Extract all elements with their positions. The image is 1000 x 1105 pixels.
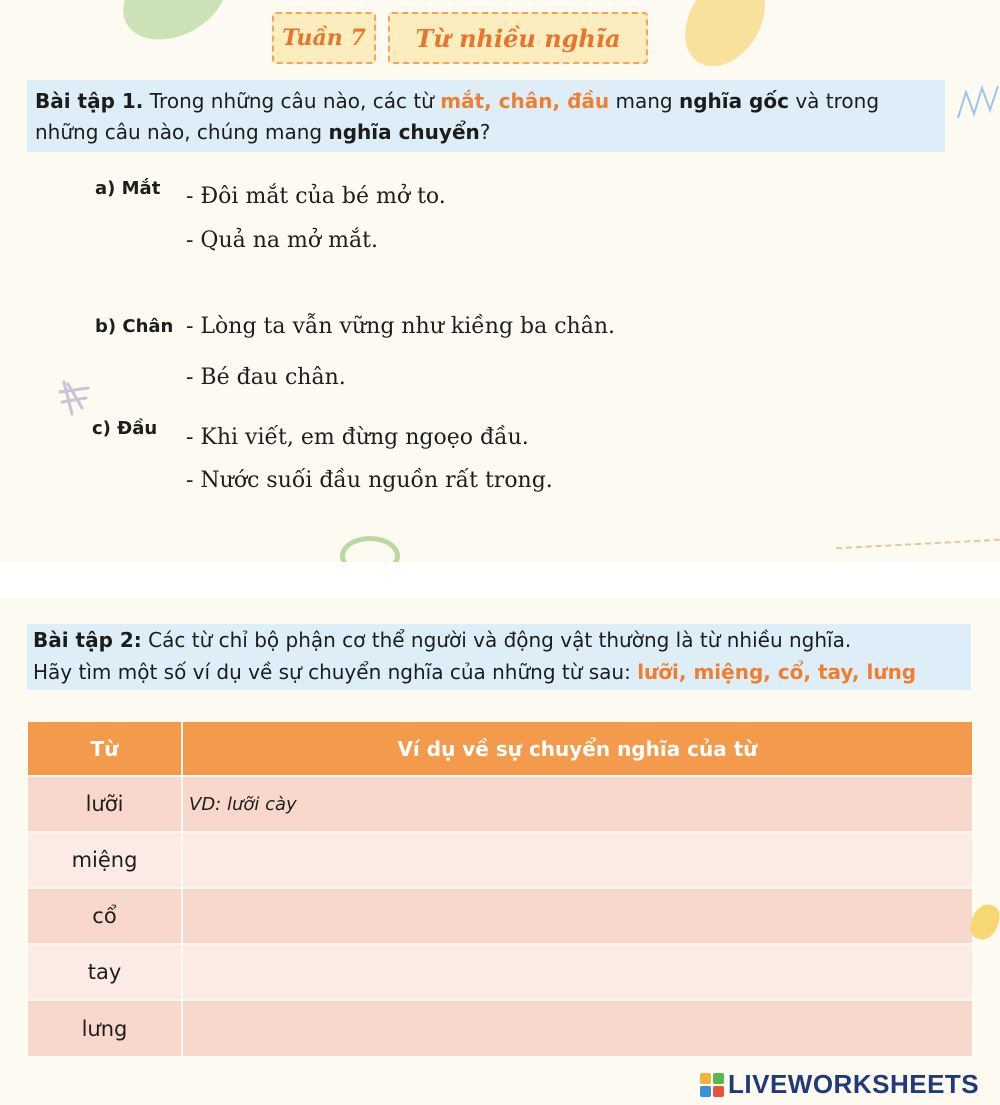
exercise1-text: mang bbox=[609, 89, 679, 113]
liveworksheets-logo[interactable] bbox=[700, 1069, 979, 1100]
sentence-text: - Đôi mắt của bé mở to. bbox=[186, 184, 446, 209]
decorative-dash-line bbox=[836, 539, 1000, 550]
exercise1-question bbox=[27, 80, 945, 152]
decorative-leaf-icon bbox=[669, 0, 781, 81]
exercise1-highlight-words: mắt, chân, đầu bbox=[440, 89, 610, 113]
item-label-chan: b) Chân bbox=[95, 316, 174, 337]
term-original-meaning: nghĩa gốc bbox=[678, 89, 789, 113]
exercise2-line1 bbox=[33, 624, 965, 656]
decorative-scribble-icon bbox=[58, 378, 94, 418]
table-row bbox=[28, 776, 972, 832]
sentence-text: - Khi viết, em đừng ngoẹo đầu. bbox=[186, 425, 529, 450]
sentence-text: - Nước suối đầu nguồn rất trong. bbox=[186, 468, 553, 493]
example-answer-cell[interactable] bbox=[182, 832, 972, 888]
week-tag: Tuần 7 bbox=[272, 12, 376, 64]
word-table bbox=[28, 722, 972, 1056]
decorative-zigzag-icon bbox=[956, 84, 1000, 124]
exercise2-line2 bbox=[33, 656, 965, 688]
exercise2-text: Hãy tìm một số ví dụ về sự chuyển nghĩa của những từ sau: bbox=[33, 660, 638, 684]
word-cell: miệng bbox=[28, 832, 182, 888]
item-label-mat: a) Mắt bbox=[95, 178, 161, 199]
exercise2-text: Các từ chỉ bộ phận cơ thể người và động vật thường là từ nhiều nghĩa. bbox=[141, 628, 852, 652]
item-label-dau: c) Đầu bbox=[92, 418, 158, 439]
word-cell: cổ bbox=[28, 888, 182, 944]
table-row bbox=[28, 1000, 972, 1056]
topic-title: Từ nhiều nghĩa bbox=[388, 12, 648, 64]
decorative-leaf-icon bbox=[109, 0, 241, 56]
sentence-text: - Quả na mở mắt. bbox=[186, 228, 378, 253]
example-answer-cell[interactable]: VD: lưỡi cày bbox=[182, 776, 972, 832]
example-answer-cell[interactable] bbox=[182, 944, 972, 1000]
example-answer-cell[interactable] bbox=[182, 888, 972, 944]
exercise2-question bbox=[27, 624, 971, 690]
column-header-example: Ví dụ về sự chuyển nghĩa của từ bbox=[182, 722, 972, 776]
table-row bbox=[28, 888, 972, 944]
exercise1-text: ? bbox=[479, 120, 491, 144]
exercise1-label: Bài tập 1. bbox=[35, 89, 144, 113]
exercise1-text: và trong những câu nào, chúng mang bbox=[35, 89, 880, 144]
sentence-text: - Bé đau chân. bbox=[186, 365, 346, 390]
brand-grid-icon bbox=[700, 1073, 724, 1097]
word-cell: lưng bbox=[28, 1000, 182, 1056]
term-transferred-meaning: nghĩa chuyển bbox=[328, 120, 480, 144]
exercise1-text: Trong những câu nào, các từ bbox=[143, 89, 441, 113]
table-row bbox=[28, 832, 972, 888]
table-row bbox=[28, 944, 972, 1000]
exercise2-highlight-words: lưỡi, miệng, cổ, tay, lưng bbox=[637, 660, 917, 684]
brand-name: LIVEWORKSHEETS bbox=[728, 1069, 980, 1099]
exercise2-label: Bài tập 2: bbox=[33, 628, 142, 652]
word-cell: tay bbox=[28, 944, 182, 1000]
example-answer-cell[interactable] bbox=[182, 1000, 972, 1056]
exercise2-panel bbox=[0, 598, 1000, 1105]
word-cell: lưỡi bbox=[28, 776, 182, 832]
column-header-word: Từ bbox=[28, 722, 182, 776]
table-header-row bbox=[28, 722, 972, 776]
sentence-text: - Lòng ta vẫn vững như kiềng ba chân. bbox=[186, 314, 615, 339]
decorative-swirl-icon bbox=[340, 536, 400, 562]
